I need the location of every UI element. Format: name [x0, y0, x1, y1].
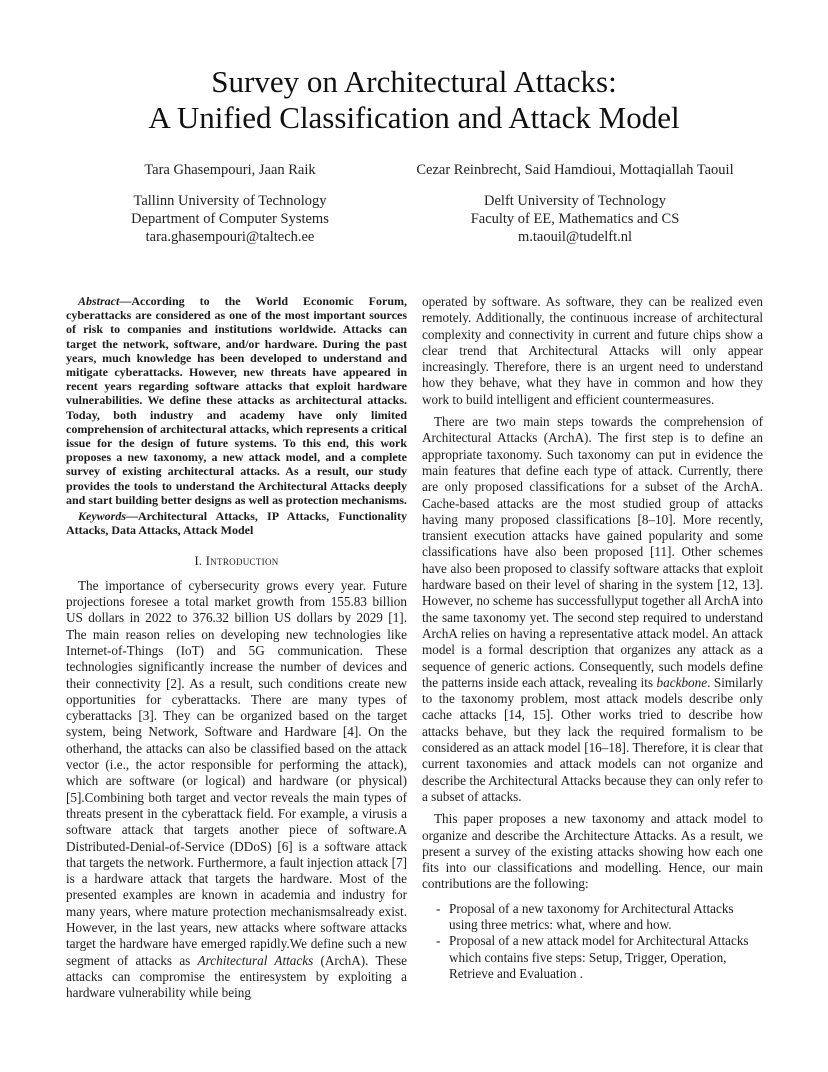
affiliation-department-left: Department of Computer Systems [131, 211, 329, 227]
keywords-label: Keywords [78, 509, 126, 524]
section-number: I. [194, 554, 203, 569]
abstract-text: —According to the World Economic Forum, cyberattacks are considered as one of the most important sources of risk to companies and institutions worldwide. Attacks can target the network, software, and/or hardware. During the past years, much knowledge has been developed to understand and mitigate cyberattacks. However, new threats have appeared in recent years regarding software attacks that exploit hardware vulnerabilities. We define these attacks as architectural attacks. Today, both industry and academy have only limited comprehension of architectural attacks, which represents a critical issue for the design of future systems. To this end, this work proposes a new taxonomy, a new attack model, and a complete survey of existing architectural attacks. As a result, our study provides the tools to understand the Architectural Attacks deeply and start building better designs as well as protection mechanisms. [66, 294, 407, 507]
left-column [66, 294, 407, 1007]
abstract-label: Abstract [78, 294, 120, 308]
intro-paragraph-1-continued: operated by software. As software, they can be realized even remotely. Additionally, the continuous increase of architectural complexity and connectivity in current and future chips show a clear trend that Architectural Attacks will only appear increasingly. Therefore, there is an urgent need to understand how they behave, what they have in common and how they work to build intelligent and efficient countermeasures. [422, 294, 763, 407]
section-heading-introduction [66, 553, 407, 569]
contribution-text-2: Proposal of a new attack model for Architectural Attacks which contains five steps: Setup, Trigger, Operation, Retrieve and Evaluation . [449, 933, 749, 981]
title-line-1: Survey on Architectural Attacks: [211, 64, 617, 99]
author-email-right: m.taouil@tudelft.nl [517, 229, 633, 245]
intro-p2-text-a: There are two main steps towards the comprehension of Architectural Attacks (ArchA). The first step is to define an appropriate taxonomy. Such taxonomy can put in evidence the main features that define each type of attack. Currently, there are only proposed classifications for a subset of the ArchA. Cache-based attacks are the most studied group of attacks having many proposed classifications [8–10]. More recently, transient execution attacks have gained popularity and some classifications have also been proposed [11]. Other schemes have also been proposed to classify software attacks that exploit hardware based on their level of sharing in the system [12, 13]. However, no scheme has successfullyput together all ArchA into the same taxonomy yet. The second step required to understand ArchA relies on having a representative attack model. An attack model is a formal description that organizes any attack as a sequence of generic actions. Consequently, such models define the patterns inside each attack, revealing its [422, 414, 763, 690]
keywords [66, 509, 407, 537]
intro-p2-emphasis: backbone [656, 674, 708, 690]
list-item [436, 933, 763, 982]
section-title: Introduction [205, 554, 279, 569]
title-line-2: A Unified Classification and Attack Model [148, 100, 680, 135]
affiliation-department-right: Faculty of EE, Mathematics and CS [470, 211, 680, 227]
contributions-list [422, 901, 763, 982]
author-email-left: tara.ghasempouri@taltech.ee [145, 229, 315, 245]
intro-p1-text-a: The importance of cybersecurity grows every year. Future projections foresee a total market growth from 155.83 billion US dollars in 2022 to 376.32 billion US dollars by 2029 [1]. The main reason relies on developing new technologies like Internet-of-Things (IoT) and 5G communication. These technologies significantly increase the number of devices and their connectivity [2]. As a result, such conditions create new opportunities for cyberattacks. There are many types of cyberattacks [3]. They can be organized based on the target system, being Network, Software and Hardware [4]. On the otherhand, the attacks can also be classified based on the attack vector (i.e., the actor responsible for performing the attack), which are software (or logical) and hardware (or physical) [5].Combining both target and vector reveals the main types of threats present in the cyberattack field. For example, a virusis a software attack that targets another piece of software.A Distributed-Denial-of-Service (DDoS) [6] is a software attack that targets the network. Furthermore, a fault injection attack [7] is a hardware attack that targets the hardware. Most of the presented examples are known in academia and industry for many years, where mature protection mechanismsalready exist. However, in the last years, new attacks where software attacks target the hardware have emerged rapidly.We define such a new segment of attacks as [66, 577, 407, 968]
list-item [436, 901, 763, 934]
bullet-dash: - [436, 933, 441, 949]
bullet-dash: - [436, 900, 441, 916]
contribution-text-1: Proposal of a new taxonomy for Architectural Attacks using three metrics: what, where and how. [449, 900, 734, 932]
intro-paragraph-2 [422, 414, 763, 805]
affiliation-university-left: Tallinn University of Technology [133, 193, 327, 209]
intro-p1-text-b: (ArchA). These attacks can compromise the entiresystem by exploiting a hardware vulnerability while being [66, 952, 407, 1001]
author-names-right: Cezar Reinbrecht, Said Hamdioui, Mottaqiallah Taouil [416, 162, 734, 178]
paper-title [0, 64, 828, 136]
intro-p2-text-b: . Similarly to the taxonomy problem, most attack models describe only cache attacks [14, 15]. Other works tried to describe how attacks behave, but they lack the required formalism to be considered as an attack model [16–18]. Therefore, it is clear that current taxonomies and attack models can not organize and describe the Architectural Attacks because they can only refer to a subset of attacks. [422, 674, 763, 804]
affiliation-university-right: Delft University of Technology [484, 193, 666, 209]
author-names-left: Tara Ghasempouri, Jaan Raik [144, 162, 316, 178]
right-column [422, 294, 763, 982]
keywords-text: —Architectural Attacks, IP Attacks, Functionality Attacks, Data Attacks, Attack Model [66, 509, 407, 538]
author-block-left [100, 161, 360, 246]
abstract [66, 294, 407, 507]
intro-paragraph-3: This paper proposes a new taxonomy and attack model to organize and describe the Architecture Attacks. As a result, we present a survey of the existing attacks showing how each one fits into our classifications and modelling. Hence, our main contributions are the following: [422, 811, 763, 892]
intro-paragraph-1 [66, 578, 407, 1002]
author-block-right [390, 161, 760, 246]
intro-p1-emphasis: Architectural Attacks [197, 952, 314, 968]
